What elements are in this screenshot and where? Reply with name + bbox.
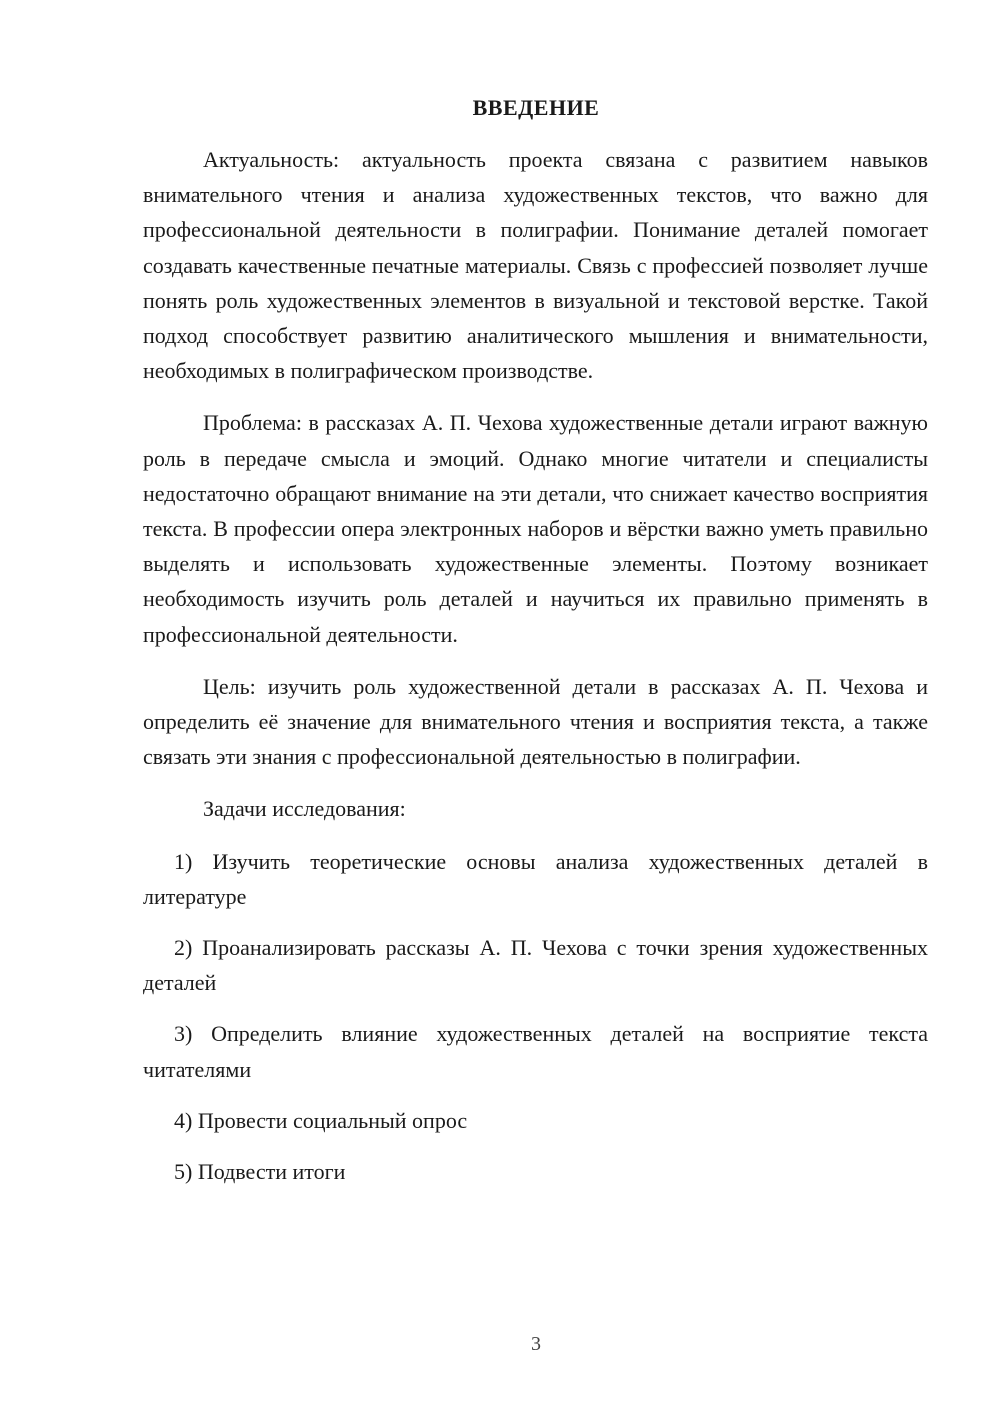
task-item-5: 5) Подвести итоги xyxy=(174,1159,346,1185)
paragraph-problem: Проблема: в рассказах А. П. Чехова художественные детали играют важную роль в передаче смысла и эмоций. Однако многие читатели и специалисты недостаточно обращают внимание на эти детали, что снижает качество восприятия текста. В профессии опера электронных наборов и вёрстки важно уметь правильно выделять и использовать художественные элементы. Поэтому возникает необходимость изучить роль деталей и научиться их правильно применять в профессиональной деятельности. xyxy=(143,410,928,647)
task-item-4: 4) Провести социальный опрос xyxy=(174,1107,468,1133)
document-body xyxy=(143,142,928,1205)
task-item-2: 2) Проанализировать рассказы А. П. Чехова с точки зрения художественных деталей xyxy=(143,935,928,996)
task-item-3: 3) Определить влияние художественных деталей на восприятие текста читателями xyxy=(143,1021,928,1082)
page-heading: ВВЕДЕНИЕ xyxy=(472,95,600,120)
paragraph-goal: Цель: изучить роль художественной детали в рассказах А. П. Чехова и определить её значение для внимательного чтения и восприятия текста, а также связать эти знания с профессиональной деятельностью в полиграфии. xyxy=(143,673,928,770)
paragraph-relevance: Актуальность: актуальность проекта связана с развитием навыков внимательного чтения и анализа художественных текстов, что важно для профессиональной деятельности в полиграфии. Понимание деталей помогает создавать качественные печатные материалы. Связь с профессией позволяет лучше понять роль художественных элементов в визуальной и текстовой верстке. Такой подход способствует развитию аналитического мышления и внимательности, необходимых в полиграфическом производстве. xyxy=(143,147,928,384)
task-item-1: 1) Изучить теоретические основы анализа художественных деталей в литературе xyxy=(143,848,928,909)
paragraph-tasks-intro: Задачи исследования: xyxy=(203,796,406,822)
page-number: 3 xyxy=(531,1333,541,1355)
